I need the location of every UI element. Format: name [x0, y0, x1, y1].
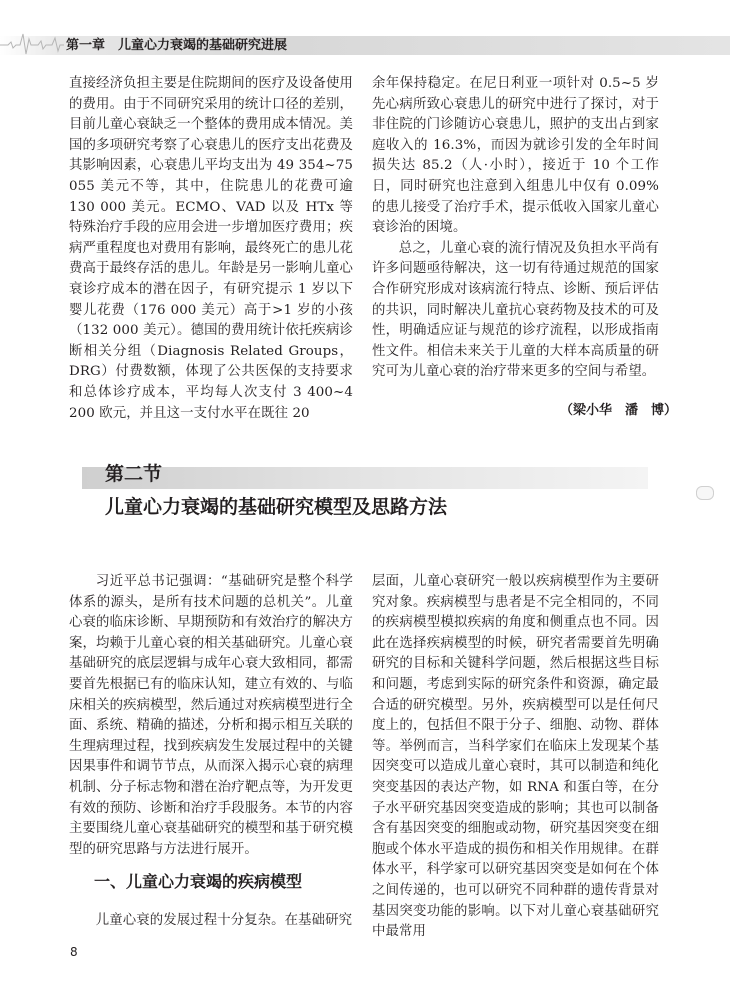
paragraph: 层面，儿童心衰研究一般以疾病模型作为主要研究对象。疾病模型与患者是不完全相同的，不同的疾病模型模拟疾病的角度和侧重点也不同。因此在选择疾病模型的时候，研究者需要首先明确研究的目标和关键科学问题，然后根据这些目标和问题，考虑到实际的研究条件和资源，确定最合适的研究模型。另外，疾病模型可以是任何尺度上的，包括但不限于分子、细胞、动物、群体等。举例而言，当科学家们在临床上发现某个基因突变可以造成儿童心衰时，其可以制造和纯化突变基因的表达产物，如 RNA 和蛋白等，在分子水平研究基因突变造成的影响；其也可以制备含有基因突变的细胞或动物，研究基因突变在细胞或个体水平造成的损伤和相关作用规律。在群体水平，科学家可以研究基因突变是如何在个体之间传递的，也可以研究不同种群的遗传背景对基因突变功能的影响。以下对儿童心衰基础研究中最常用 — [372, 574, 659, 940]
paragraph: 习近平总书记强调：“基础研究是整个科学体系的源头，是所有技术问题的总机关”。儿童心衰的临床诊断、早期预防和有效治疗的解决方案，均赖于儿童心衰的相关基础研究。儿童心衰基础研究的底层逻辑与成年心衰大致相同，都需要首先根据已有的临床认知，建立有效的、与临床相关的疾病模型，然后通过对疾病模型进行全面、系统、精确的描述，分析和揭示相互关联的生理病理过程，找到疾病发生发展过程中的关键因果事件和调节节点，从而深入揭示心衰的病理机制、分子标志物和潜在治疗靶点等，为开发更有效的预防、诊断和治疗手段服务。本节的内容主要围绕儿童心衰基础研究的模型和基于研究模型的研究思路与方法进行展开。 — [69, 574, 353, 857]
author-signature: （梁小华 潘 博） — [560, 403, 678, 418]
right-column-top — [372, 74, 659, 383]
sub-heading: 一、儿童心力衰竭的疾病模型 — [94, 872, 303, 891]
running-header — [0, 0, 730, 62]
page-number: 8 — [70, 945, 78, 959]
left-column-last — [69, 911, 353, 932]
section-band — [82, 467, 648, 489]
paragraph: 余年保持稳定。在尼日利亚一项针对 0.5~5 岁先心病所致心衰患儿的研究中进行了探讨，对于非住院的门诊随访心衰患儿，照护的支出占到家庭收入的 16.3%，而因为就诊引发的全年时间损失达 85.2（人·小时），接近于 10 个工作日，同时研究也注意到入组患儿中仅有 0.09% 的患儿接受了治疗手术，提示低收入国家儿童心衰诊治的困境。 — [372, 76, 659, 236]
section-title: 儿童心力衰竭的基础研究模型及思路方法 — [105, 496, 448, 518]
left-column-body — [69, 572, 353, 860]
side-badge-icon — [696, 486, 714, 500]
section-label: 第二节 — [105, 463, 163, 485]
paragraph: 儿童心衰的发展过程十分复杂。在基础研究 — [95, 913, 353, 928]
paragraph: 总之，儿童心衰的流行情况及负担水平尚有许多问题亟待解决，这一切有待通过规范的国家合作研究形成对该病流行特点、诊断、预后评估的共识，同时解决儿童抗心衰药物及技术的可及性，明确适应证与规范的诊疗流程，以形成指南性文件。相信未来关于儿童的大样本高质量的研究可为儿童心衰的治疗带来更多的空间与希望。 — [372, 240, 659, 380]
paragraph: 直接经济负担主要是住院期间的医疗及设备使用的费用。由于不同研究采用的统计口径的差别，目前儿童心衰缺乏一个整体的费用成本情况。美国的多项研究考察了心衰患儿的医疗支出花费及其影响因素，心衰患儿平均支出为 49 354~75 055 美元不等，其中，住院患儿的花费可逾 130 000 美元。ECMO、VAD 以及 HTx 等特殊治疗手段的应用会进一步增加医疗费用；疾病严重程度也对费用有影响，最终死亡的患儿花费高于最终存活的患儿。年龄是另一影响儿童心衰诊疗成本的潜在因子，有研究提示 1 岁以下婴儿花费（176 000 美元）高于>1 岁的小孩（132 000 美元）。德国的费用统计依托疾病诊断相关分组（Diagnosis Related Groups，DRG）付费数额，体现了公共医保的支持要求和总体诊疗成本，平均每人次支付 3 400~4 200 欧元，并且这一支付水平在既往 20 — [69, 76, 353, 421]
heartbeat-wave-icon — [0, 30, 64, 58]
chapter-title: 第一章 儿童心力衰竭的基础研究进展 — [66, 38, 288, 53]
right-column-body — [372, 572, 659, 943]
left-column-top — [69, 74, 353, 424]
